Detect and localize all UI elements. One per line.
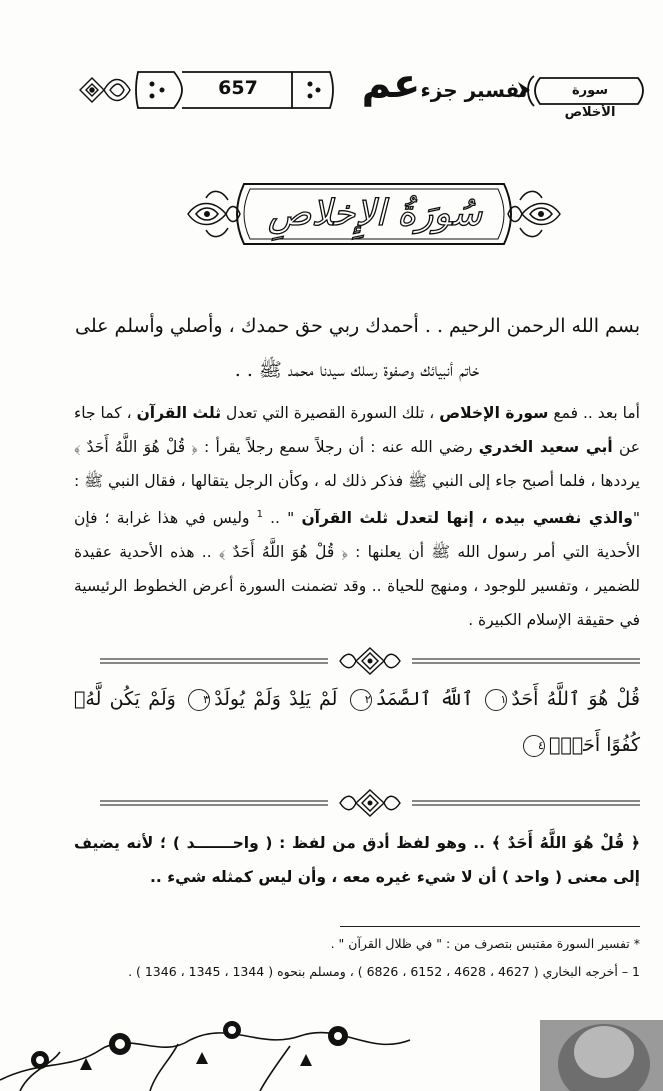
intro-text: رضي الله عنه : أن رجلاً سمع رجلاً يقرأ : ﴿ قُلْ هُوَ اللَّهُ أَحَدٌ ﴾ يرددها ، فلما أصبح جاء إلى النبي ﷺ فذكر ذلك له ، وكأن الرجل يتقالها ، فقال النبي ﷺ : "	[74, 438, 640, 528]
footnote-source: * تفسير السورة مقتبس بتصرف من : " في ظلال القرآن " .	[330, 936, 640, 951]
intro-text: أما بعد .. فمع	[548, 404, 640, 422]
commentary-paragraph	[74, 826, 640, 894]
verse-4: وَلَمْ يَكُن لَّهُۥ كُفُوًا أَحَدٌۢ	[74, 688, 640, 756]
footnote-reference: 1	[256, 509, 263, 520]
verse-citation: ﴿ قُلْ هُوَ اللَّهُ أَحَدٌ ﴾	[491, 834, 640, 852]
intro-emphasis: سورة الإخلاص	[439, 404, 549, 422]
intro-emphasis: ثلث القرآن	[136, 404, 222, 422]
verse-number: ١	[485, 689, 507, 711]
ornamental-divider-bottom	[100, 788, 640, 818]
intro-paragraph	[74, 396, 640, 637]
surah-title-banner	[186, 178, 562, 250]
intro-emphasis: أبي سعيد الخدري	[478, 438, 613, 456]
verse-3: لَمْ يَلِدْ وَلَمْ يُولَدْ	[214, 688, 338, 710]
invocation-line-1: بسم الله الرحمن الرحيم . . أحمدك ربي حق حمدك ، وأصلي وأسلم على	[75, 315, 640, 337]
surah-verses	[74, 676, 640, 768]
surah-name-header: سورة الأخلاص	[564, 83, 616, 120]
floral-decoration	[0, 1000, 663, 1091]
verse-2: ٱللَّهُ ٱلصَّمَدُ	[375, 688, 474, 710]
invocation-line-2: خاتم أنبيائك وصفوة رسلك سيدنا محمد ﷺ . .	[234, 359, 480, 381]
verse-number: ٤	[523, 735, 545, 757]
verse-number: ٢	[350, 689, 372, 711]
surah-title: سُورَةُ الإِخلاصِ	[267, 193, 483, 234]
ornamental-divider-top	[100, 646, 640, 676]
hadith-quote: والذي نفسي بيده ، إنها لتعدل ثلث القرآن	[301, 509, 633, 528]
footnote-1: 1 – أخرجه البخاري ( 4627 ، 4628 ، 6152 ، 6826 ) ، ومسلم بنحوه ( 1344 ، 1345 ، 1346 ) .	[128, 964, 640, 979]
verse-number: ٣	[188, 689, 210, 711]
intro-text: " ..	[262, 509, 302, 528]
series-title: تفسير جزء	[420, 78, 528, 102]
intro-text: ، تلك السورة القصيرة التي تعدل	[221, 404, 440, 422]
intro-text: وليس في هذا غرابة ؛ فإن الأحدية التي أمر رسول الله ﷺ أن يعلنها : ﴿ قُلْ هُوَ اللَّهُ أَحَدٌ ﴾ .. هذه الأحدية عقيدة للضمير ، وتفسير للوجود ، ومنهج للحياة .. وقد تضمنت السورة أعرض الخطوط الرئيسية في حقيقة الإسلام الكبيرة .	[74, 509, 640, 630]
opening-invocation	[74, 304, 640, 392]
running-header	[78, 61, 650, 120]
series-word: عم	[361, 61, 421, 107]
commentary-text: .. وهو لفظ أدق من لفظ : ( واحـــــــد ) ؛ لأنه يضيف إلى معنى ( واحد ) أن لا شيء غيره معه ، وأن ليس كمثله شيء ..	[74, 834, 640, 886]
verse-1: قُلْ هُوَ ٱللَّهُ أَحَدٌ	[511, 688, 640, 710]
intro-text: ، كما جاء عن	[74, 404, 640, 456]
footnote-separator	[340, 926, 640, 927]
page-number: 657	[218, 77, 258, 99]
